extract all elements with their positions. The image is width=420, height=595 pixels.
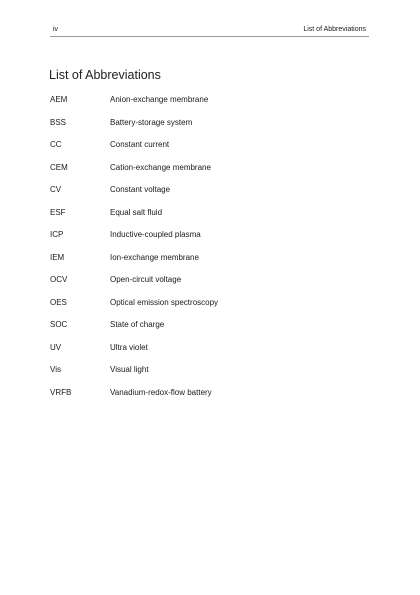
abbreviation-term: UV xyxy=(50,342,62,352)
abbreviation-row xyxy=(50,118,370,141)
abbreviation-term: BSS xyxy=(50,117,67,127)
running-title: List of Abbreviations xyxy=(303,26,366,33)
abbreviation-row xyxy=(50,95,370,118)
abbreviation-term: SOC xyxy=(50,320,68,329)
abbreviation-definition: Ion-exchange membrane xyxy=(110,252,199,262)
abbreviation-definition: Battery-storage system xyxy=(110,117,193,127)
abbreviation-term: VRFB xyxy=(50,387,72,397)
abbreviation-row xyxy=(50,320,370,343)
abbreviation-term: CEM xyxy=(50,162,68,172)
abbreviation-row xyxy=(50,365,370,388)
abbreviation-row xyxy=(50,230,370,253)
abbreviation-row xyxy=(50,208,370,231)
abbreviation-term: CV xyxy=(50,185,62,194)
page-number: iv xyxy=(53,26,59,33)
abbreviation-term: AEM xyxy=(50,95,68,104)
abbreviation-term: OCV xyxy=(50,275,68,284)
abbreviation-row xyxy=(50,185,370,208)
abbreviation-row xyxy=(50,163,370,186)
abbreviation-term: Vis xyxy=(50,365,61,374)
abbreviation-term: IEM xyxy=(50,252,65,262)
abbreviation-term: OES xyxy=(50,297,67,307)
section-title: List of Abbreviations xyxy=(49,68,161,82)
abbreviation-row xyxy=(50,298,370,321)
abbreviation-row xyxy=(50,253,370,276)
abbreviation-row xyxy=(50,343,370,366)
abbreviation-definition: Inductive-coupled plasma xyxy=(110,230,201,239)
abbreviation-definition: Equal salt fluid xyxy=(110,207,163,217)
abbreviation-definition: Open-circuit voltage xyxy=(110,275,182,284)
abbreviation-definition: Ultra violet xyxy=(110,342,148,352)
abbreviation-definition: Constant current xyxy=(110,140,170,149)
abbreviation-row xyxy=(50,388,370,411)
abbreviation-term: ICP xyxy=(50,230,64,239)
abbreviation-definition: Constant voltage xyxy=(110,185,171,194)
abbreviation-definition: Optical emission spectroscopy xyxy=(110,297,219,307)
abbreviation-term: CC xyxy=(50,140,62,149)
abbreviation-definition: Anion-exchange membrane xyxy=(110,95,209,104)
abbreviation-definition: State of charge xyxy=(110,320,165,329)
abbreviation-definition: Cation-exchange membrane xyxy=(110,162,211,172)
page-header xyxy=(50,24,369,37)
abbreviation-row xyxy=(50,140,370,163)
abbreviation-term: ESF xyxy=(50,207,66,217)
abbreviation-definition: Vanadium-redox-flow battery xyxy=(110,387,212,397)
abbreviation-list xyxy=(50,95,370,410)
abbreviation-row xyxy=(50,275,370,298)
abbreviation-definition: Visual light xyxy=(110,365,149,374)
